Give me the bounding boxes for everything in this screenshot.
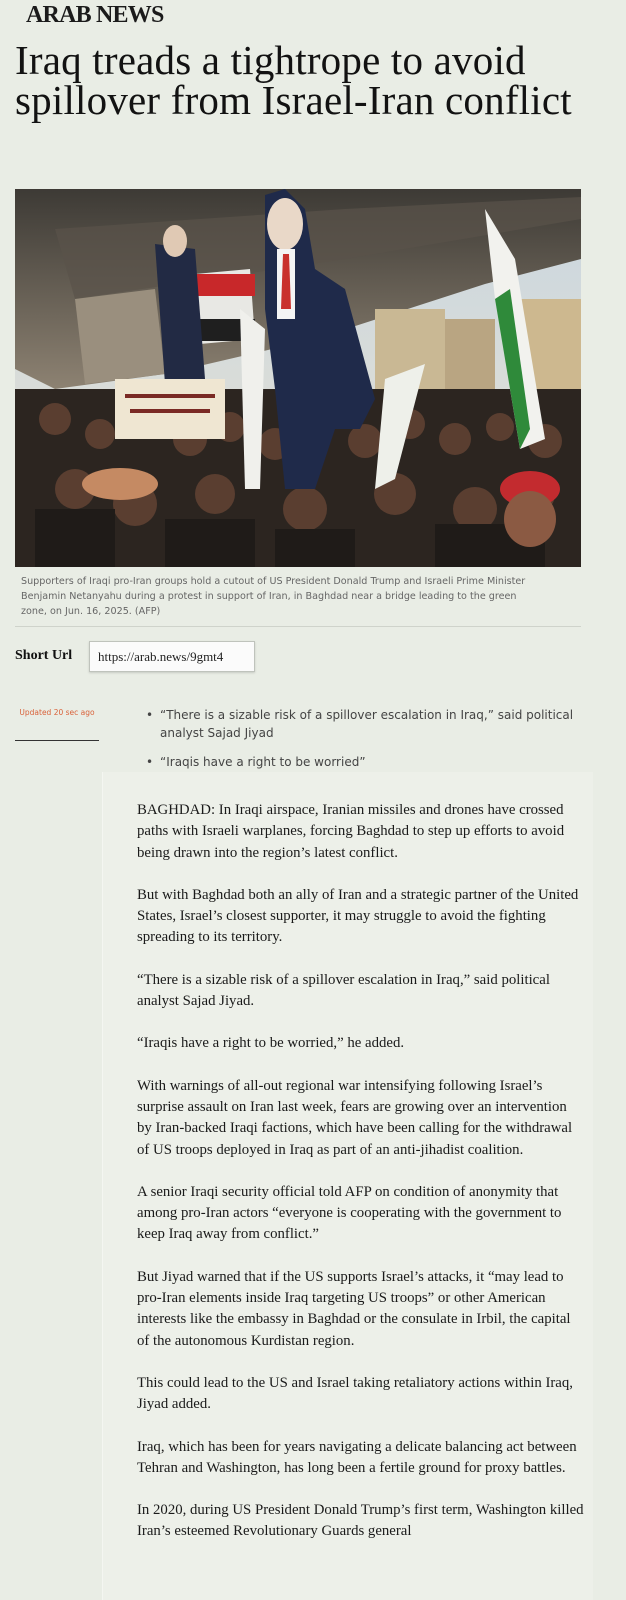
image-caption: Supporters of Iraqi pro-Iran groups hold a cutout of US President Donald Trump and Israeli Prime Minister Benjamin Netanyahu during a protest in support of Iran, in Baghdad near a bridge leading to the green zone, on Jun. 16, 2025. (AFP) xyxy=(21,576,526,617)
article-paragraph: But Jiyad warned that if the US supports Israel’s attacks, it “may lead to pro-Iran elements inside Iraq targeting US troops” or other American interests like the embassy in Baghdad or the consulate in Irbil, the capital of the autonomous Kurdistan region. xyxy=(137,1268,571,1349)
highlight-item: • “There is a sizable risk of a spillover escalation in Iraq,” said political analyst Sajad Jiyad xyxy=(142,706,582,742)
site-logo[interactable]: ARAB NEWS xyxy=(26,2,164,28)
article-photo xyxy=(15,189,581,567)
article-paragraph: With warnings of all-out regional war intensifying following Israel’s surprise assault on Iran last week, fears are growing over an intervention by Iran-backed Iraqi factions, which have been calling for the withdrawal of US troops deployed in Iraq as part of an anti-jihadist coalition. xyxy=(137,1077,573,1158)
highlights-list xyxy=(142,706,582,782)
highlight-item: • “Iraqis have a right to be worried” xyxy=(142,753,582,771)
article-title: Iraq treads a tightrope to avoid spillover from Israel-Iran conflict xyxy=(15,37,572,123)
article-paragraph: BAGHDAD: In Iraqi airspace, Iranian missiles and drones have crossed paths with Israeli warplanes, forcing Baghdad to step up efforts to avoid being drawn into the region’s latest conflict. xyxy=(137,802,565,861)
article-paragraph: “Iraqis have a right to be worried,” he added. xyxy=(137,1035,405,1052)
short-url-field[interactable]: https://arab.news/9gmt4 xyxy=(89,641,255,672)
article-paragraph: This could lead to the US and Israel taking retaliatory actions within Iraq, Jiyad added. xyxy=(137,1374,573,1413)
short-url-label: Short Url xyxy=(15,648,73,663)
article-paragraph: Iraq, which has been for years navigating a delicate balancing act between Tehran and Washington, has long been a fertile ground for proxy battles. xyxy=(137,1438,577,1476)
article-paragraph: “There is a sizable risk of a spillover escalation in Iraq,” said political analyst Sajad Jiyad. xyxy=(137,971,550,1010)
updated-underline xyxy=(15,740,99,741)
article-paragraph: But with Baghdad both an ally of Iran and a strategic partner of the United States, Israel’s closest supporter, it may struggle to avoid the fighting spreading to its territory. xyxy=(137,886,579,946)
article-paragraph: A senior Iraqi security official told AFP on condition of anonymity that among pro-Iran actors “everyone is cooperating with the government to keep Iraq away from conflict.” xyxy=(137,1183,562,1243)
article-body xyxy=(137,800,585,1564)
article-paragraph: In 2020, during US President Donald Trump’s first term, Washington killed Iran’s esteemed Revolutionary Guards general xyxy=(137,1502,584,1540)
protest-photo-illustration xyxy=(15,189,581,567)
updated-timestamp: Updated 20 sec ago xyxy=(19,708,95,717)
divider xyxy=(15,626,581,627)
